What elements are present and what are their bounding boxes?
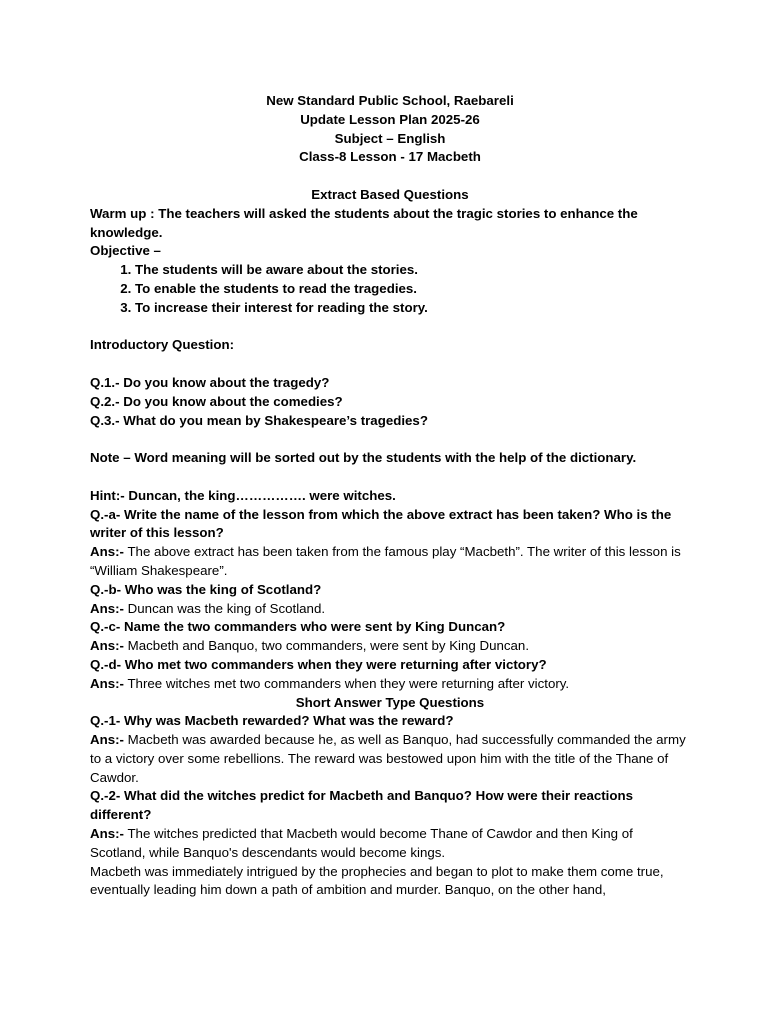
short-answer <box>90 825 690 863</box>
extract-answer <box>90 543 690 581</box>
answer-text: The witches predicted that Macbeth would become Thane of Cawdor and then King of Scotland, while Banquo's descendants would become kings. <box>90 826 633 860</box>
intro-question: Q.2.- Do you know about the comedies? <box>90 393 343 409</box>
objective-item: 3. To increase their interest for reading the story. <box>135 299 690 318</box>
extract-answer <box>90 600 690 619</box>
answer-label: Ans:- <box>90 675 124 691</box>
objective-item: 1. The students will be aware about the stories. <box>135 261 690 280</box>
spacer <box>90 468 690 487</box>
spacer <box>90 430 690 449</box>
continuation-paragraph: Macbeth was immediately intrigued by the prophecies and began to plot to make them come true, eventually leading him down a path of ambition and murder. Banquo, on the other hand, <box>90 863 664 898</box>
school-name: New Standard Public School, Raebareli <box>266 93 514 108</box>
document-page <box>90 92 690 900</box>
objectives-list <box>90 261 690 317</box>
intro-question: Q.1.- Do you know about the tragedy? <box>90 374 330 390</box>
objective-label: Objective – <box>90 243 161 259</box>
hint-text: Hint:- Duncan, the king……………. were witches. <box>90 487 396 503</box>
extract-answer <box>90 675 690 694</box>
answer-text: Macbeth and Banquo, two commanders, were sent by King Duncan. <box>123 638 530 654</box>
extract-question: Q.-a- Write the name of the lesson from which the above extract has been taken? Who is the writer of this lesson? <box>90 506 672 541</box>
answer-label: Ans:- <box>90 826 124 842</box>
extract-answer <box>90 637 690 656</box>
answer-text: The above extract has been taken from the famous play “Macbeth”. The writer of this lesson is “William Shakespeare”. <box>90 544 681 578</box>
short-question: Q.-2- What did the witches predict for Macbeth and Banquo? How were their reactions different? <box>90 788 634 823</box>
note-text: Note – Word meaning will be sorted out by the students with the help of the dictionary. <box>90 450 637 466</box>
answer-label: Ans:- <box>90 638 124 654</box>
extract-question: Q.-b- Who was the king of Scotland? <box>90 581 322 597</box>
answer-label: Ans:- <box>90 732 124 748</box>
extract-question: Q.-c- Name the two commanders who were sent by King Duncan? <box>90 619 506 635</box>
warm-up-text: Warm up : The teachers will asked the students about the tragic stories to enhance the knowledge. <box>90 205 638 240</box>
answer-label: Ans:- <box>90 600 124 616</box>
lesson-plan-title: Update Lesson Plan 2025-26 <box>300 111 480 127</box>
objective-item: 2. To enable the students to read the tragedies. <box>135 280 690 299</box>
extract-question: Q.-d- Who met two commanders when they were returning after victory? <box>90 656 547 672</box>
short-question: Q.-1- Why was Macbeth rewarded? What was the reward? <box>90 713 454 729</box>
spacer <box>90 318 690 337</box>
subject-line: Subject – English <box>334 130 446 146</box>
answer-text: Macbeth was awarded because he, as well as Banquo, had successfully commanded the army to a victory over some rebellions. The reward was bestowed upon him with the title of the Thane of Cawdor. <box>90 732 686 785</box>
spacer <box>90 355 690 374</box>
intro-question-label: Introductory Question: <box>90 337 235 353</box>
spacer <box>90 167 690 186</box>
extract-section-heading: Extract Based Questions <box>311 186 469 202</box>
class-lesson-line: Class-8 Lesson - 17 Macbeth <box>299 149 481 165</box>
short-answer <box>90 731 690 787</box>
answer-label: Ans:- <box>90 544 124 560</box>
answer-text: Duncan was the king of Scotland. <box>123 600 326 616</box>
intro-question: Q.3.- What do you mean by Shakespeare’s tragedies? <box>90 412 428 428</box>
answer-text: Three witches met two commanders when they were returning after victory. <box>123 675 570 691</box>
short-answer-section-heading: Short Answer Type Questions <box>295 694 485 710</box>
